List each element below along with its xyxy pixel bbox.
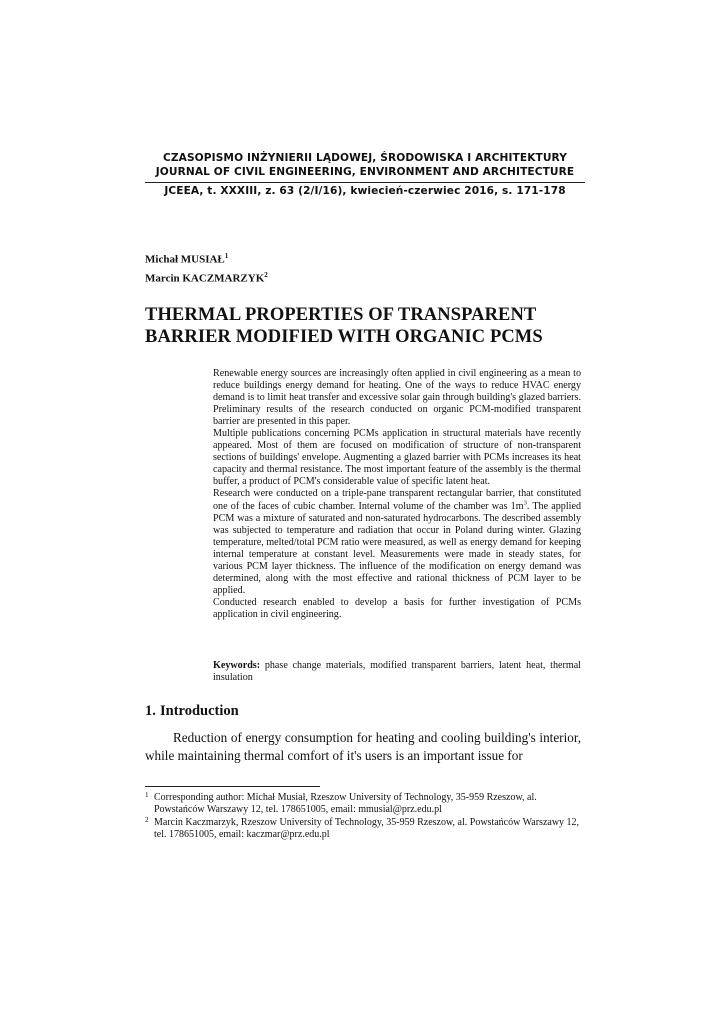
abstract-paragraph: Conducted research enabled to develop a basis for further investigation of PCMs application in civil engineering. (213, 596, 581, 620)
superscript: 3 (523, 499, 527, 507)
footnote-text: Marcin Kaczmarzyk, Rzeszow University of Technology, 35-959 Rzeszow, al. Powstańców Warszawy 12, tel. 178651005, email: kaczmar@prz.edu.pl (154, 816, 580, 840)
author-name: Michał MUSIAŁ (145, 253, 225, 266)
abstract-text: . The applied PCM was a mixture of saturated and non-saturated hydrocarbons. The described assembly was subjected to temperature and radiation that occur in Poland during winter. Glazing temperature, melted/total PCM ratio were measured, as well as energy demand for keeping internal temperature at constant level. Measurements were made in steady states, for various PCM layer thickness. The influence of the modification on energy demand was determined, along with the most effective and rational thickness of PCM layer to be applied. (213, 500, 581, 596)
keywords (213, 660, 581, 684)
abstract-paragraph: Renewable energy sources are increasingly often applied in civil engineering as a mean to reduce buildings energy demand for heating. One of the ways to reduce HVAC energy demand is to limit heat transfer and excessive solar gain through building's glazed barriers. Preliminary results of the research conducted on organic PCM-modified transparent barrier are presented in this paper. (213, 368, 581, 428)
journal-issue-info: JCEEA, t. XXXIII, z. 63 (2/I/16), kwiecień-czerwiec 2016, s. 171-178 (164, 185, 566, 197)
abstract (213, 368, 581, 621)
journal-name-english: JOURNAL OF CIVIL ENGINEERING, ENVIRONMENT AND ARCHITECTURE (155, 166, 575, 178)
footnote-mark: 1 (145, 791, 149, 799)
author-name: Marcin KACZMARZYK (145, 272, 265, 285)
header-divider (145, 182, 585, 183)
footnote-mark: 2 (145, 815, 149, 824)
section-title: Introduction (160, 703, 239, 719)
abstract-paragraph: Multiple publications concerning PCMs application in structural materials have recently appeared. Most of them are focused on modification of structure of non-transparent sections of buildings' envelope. Augmenting a glazed barrier with PCMs increases its heat capacity and thermal resistance. The most important feature of the assembly is the thermal buffer, a product of PCM's considerable value of specific latent heat. (213, 428, 581, 488)
footnotes (145, 792, 581, 841)
author-footnote-mark: 2 (264, 270, 268, 279)
author-list (145, 249, 268, 286)
footnote (145, 817, 581, 842)
footnote (145, 792, 581, 817)
paper-title-line: THERMAL PROPERTIES OF TRANSPARENT (145, 305, 537, 325)
journal-header (145, 151, 585, 198)
footnote-text: Corresponding author: Michał Musiał, Rzeszow University of Technology, 35-959 Rzeszow, al. Powstańców Warszawy 12, tel. 178651005, email: mmusial@prz.edu.pl (154, 792, 537, 816)
section-number: 1. (145, 703, 156, 719)
body-paragraph: Reduction of energy consumption for heating and cooling building's interior, while maintaining thermal comfort of it's users is an important issue for (145, 730, 581, 763)
journal-name-polish: CZASOPISMO INŻYNIERII LĄDOWEJ, ŚRODOWISKA I ARCHITEKTURY (163, 152, 567, 164)
paper-title (145, 304, 585, 348)
keywords-label: Keywords: (213, 660, 261, 671)
footnote-divider (145, 786, 320, 787)
abstract-text: Research were conducted on a triple-pane transparent rectangular barrier, that constituted one of the faces of cubic chamber. Internal volume of the chamber was 1m (213, 488, 581, 512)
author (145, 249, 268, 268)
body-text (145, 729, 581, 765)
section-heading (145, 703, 239, 720)
author (145, 268, 268, 287)
abstract-paragraph (213, 488, 581, 596)
paper-title-line: BARRIER MODIFIED WITH ORGANIC PCMS (145, 327, 543, 347)
author-footnote-mark: 1 (224, 252, 229, 260)
keywords-text: phase change materials, modified transparent barriers, latent heat, thermal insulation (213, 660, 581, 684)
